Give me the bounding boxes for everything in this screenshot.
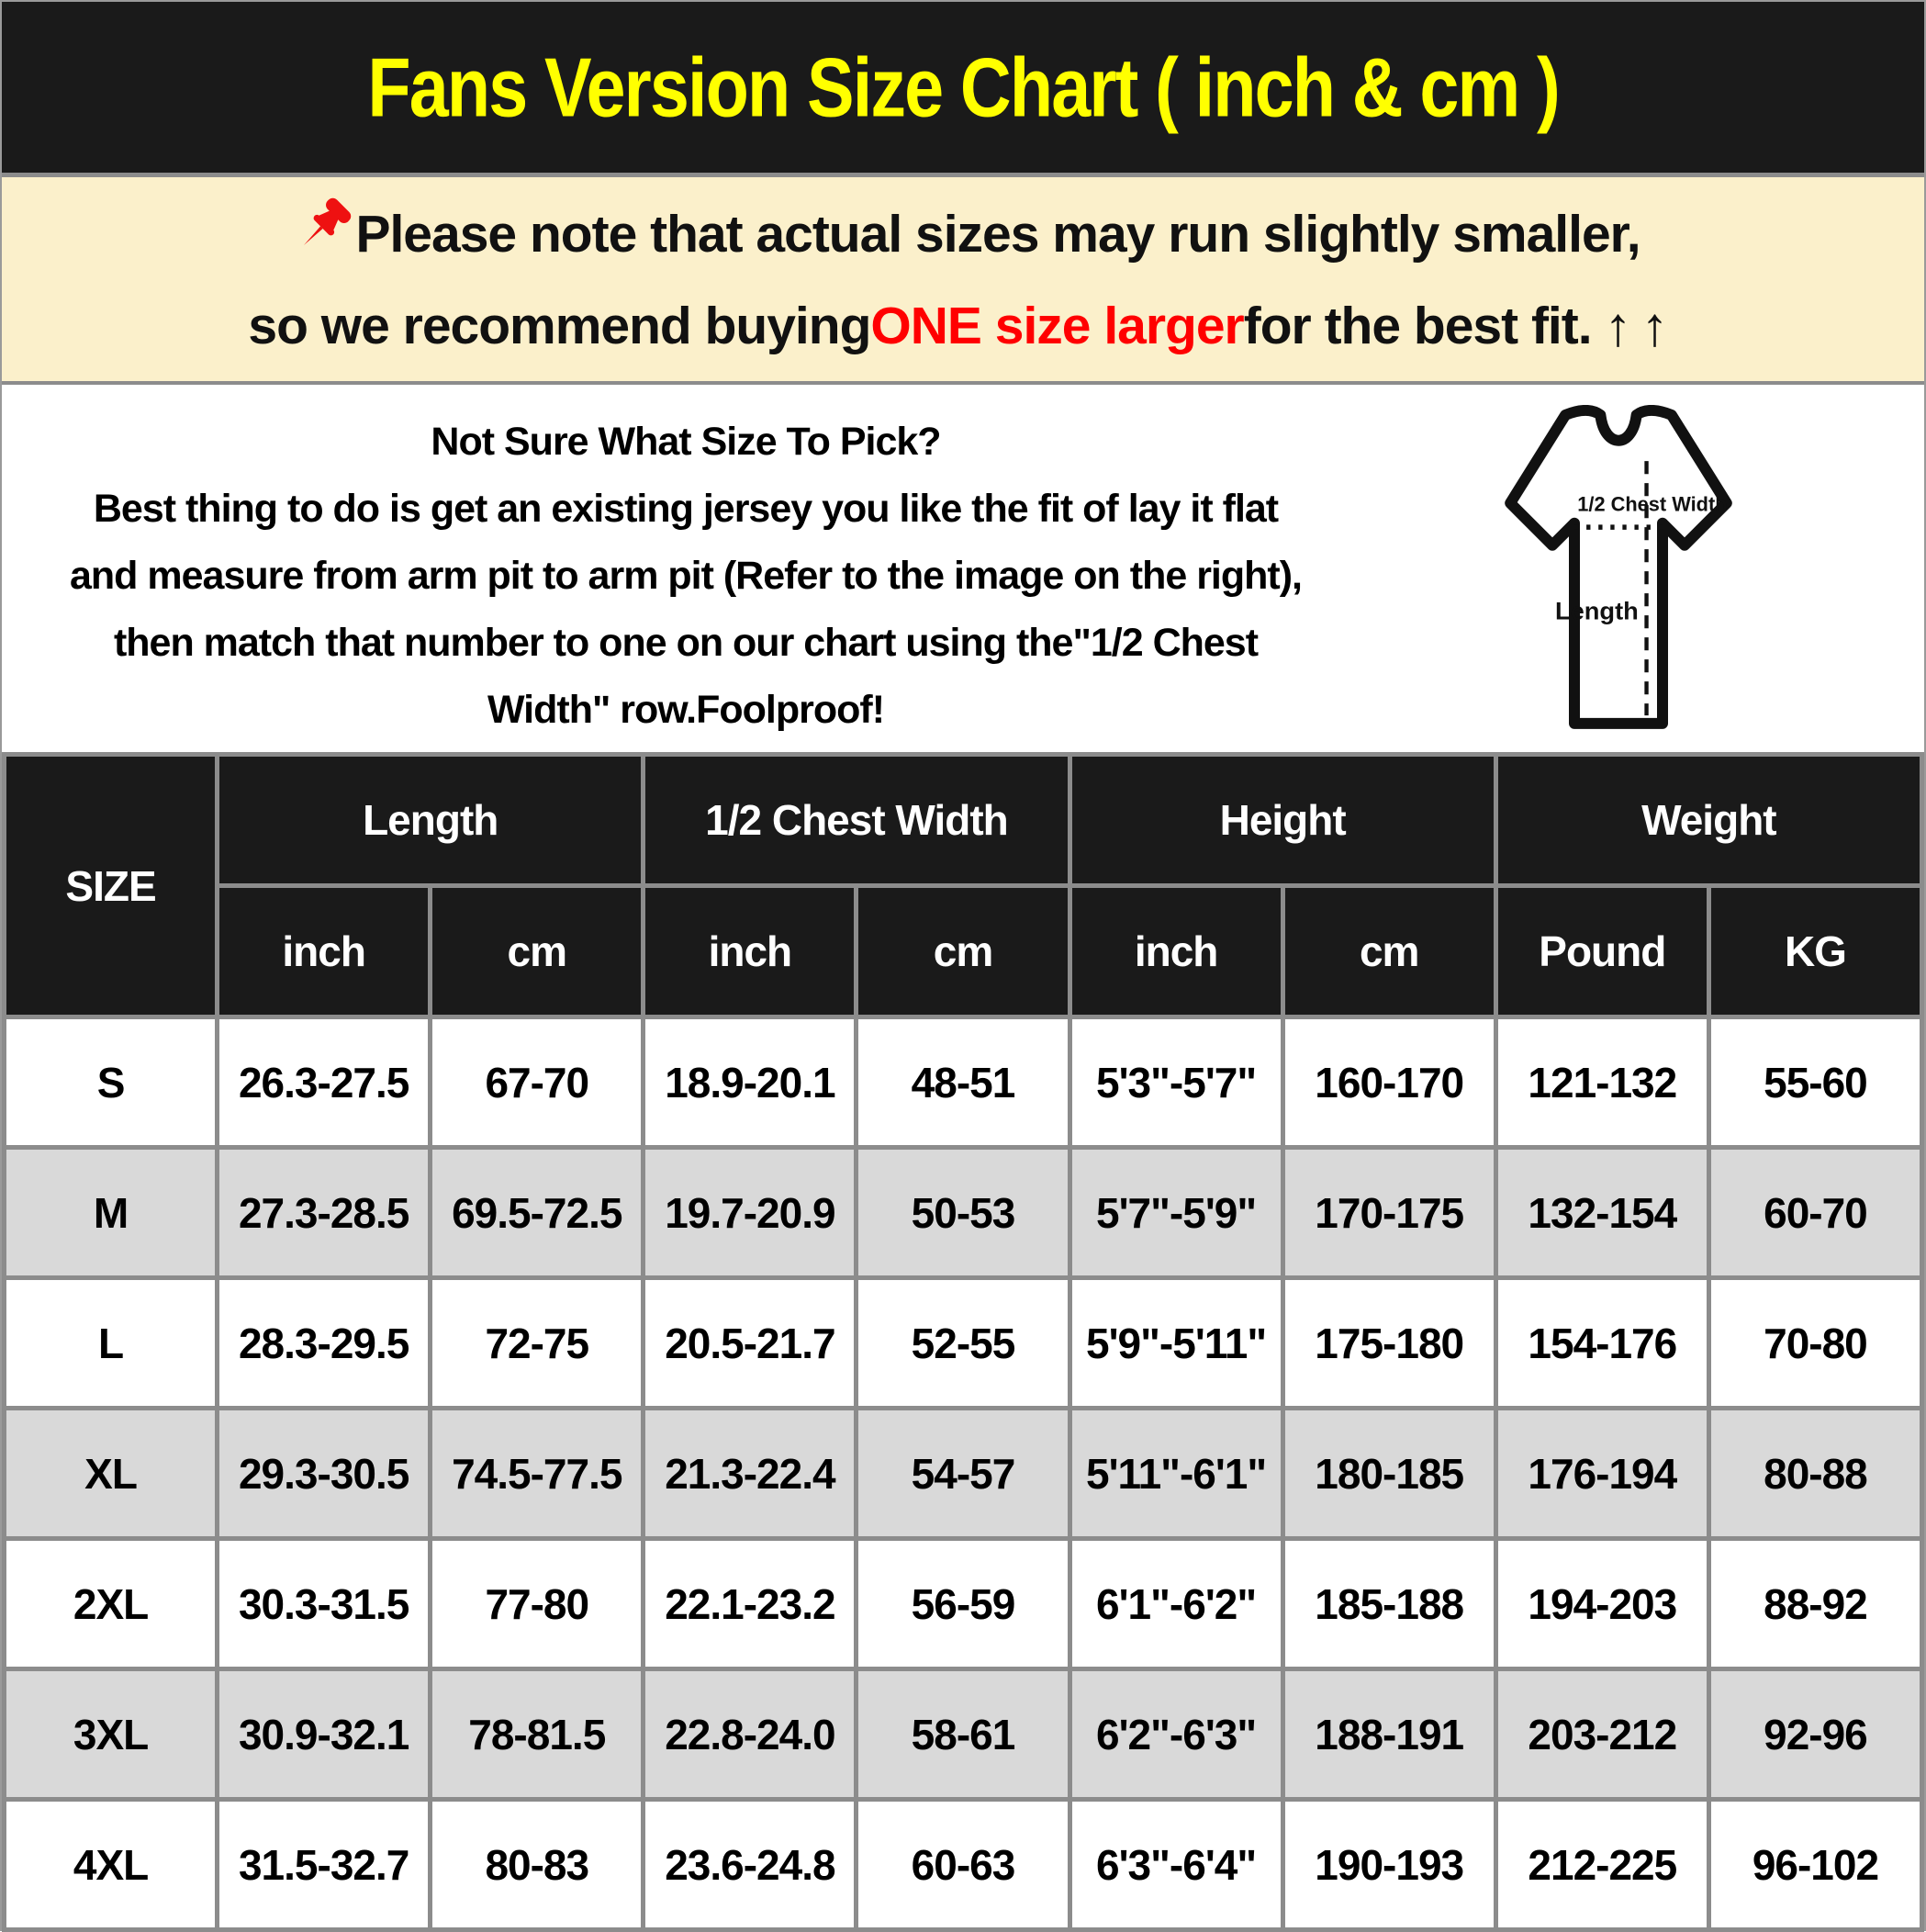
table-row-s [5, 1017, 1922, 1148]
measurement-cell: 19.7-20.9 [644, 1148, 857, 1278]
measurement-cell: 6'3"-6'4" [1069, 1800, 1282, 1930]
measurement-cell: 80-83 [431, 1800, 644, 1930]
measurement-cell: 185-188 [1282, 1539, 1495, 1669]
size-cell: 4XL [5, 1800, 218, 1930]
measurement-cell: 194-203 [1495, 1539, 1708, 1669]
notice-text-2-suffix: for the best fit. [1243, 297, 1592, 355]
measurement-cell: 55-60 [1708, 1017, 1921, 1148]
guide-line-2: Best thing to do is get an existing jersey you like the fit of lay it flat [93, 487, 1279, 531]
table-row-4xl [5, 1800, 1922, 1930]
measurement-cell: 92-96 [1708, 1669, 1921, 1800]
measurement-cell: 121-132 [1495, 1017, 1708, 1148]
measurement-cell: 54-57 [857, 1409, 1069, 1539]
col-header-size: SIZE [5, 755, 218, 1017]
measurement-cell: 175-180 [1282, 1278, 1495, 1409]
measurement-cell: 22.1-23.2 [644, 1539, 857, 1669]
header-unit-row [5, 886, 1922, 1017]
col-subheader-length-inch: inch [218, 886, 431, 1017]
size-table-header [5, 755, 1922, 1017]
measurement-cell: 80-88 [1708, 1409, 1921, 1539]
measurement-cell: 67-70 [431, 1017, 644, 1148]
measurement-cell: 27.3-28.5 [218, 1148, 431, 1278]
measurement-cell: 78-81.5 [431, 1669, 644, 1800]
measurement-cell: 212-225 [1495, 1800, 1708, 1930]
measurement-cell: 88-92 [1708, 1539, 1921, 1669]
size-cell: M [5, 1148, 218, 1278]
col-group-weight: Weight [1495, 755, 1921, 886]
col-subheader-height-cm: cm [1282, 886, 1495, 1017]
size-table [2, 752, 1924, 1932]
measurement-cell: 22.8-24.0 [644, 1669, 857, 1800]
guide-line-3: and measure from arm pit to arm pit (Refer to the image on the right), [69, 554, 1302, 598]
measurement-cell: 50-53 [857, 1148, 1069, 1278]
measurement-cell: 132-154 [1495, 1148, 1708, 1278]
up-arrows-icon: ↑↑ [1604, 295, 1678, 357]
col-group-height: Height [1069, 755, 1495, 886]
tshirt-outline [1510, 410, 1727, 724]
measurement-cell: 160-170 [1282, 1017, 1495, 1148]
measurement-cell: 6'1"-6'2" [1069, 1539, 1282, 1669]
measurement-cell: 176-194 [1495, 1409, 1708, 1539]
guide-text [2, 409, 1370, 744]
measurement-cell: 190-193 [1282, 1800, 1495, 1930]
measurement-cell: 5'7"-5'9" [1069, 1148, 1282, 1278]
size-cell: L [5, 1278, 218, 1409]
measurement-cell: 20.5-21.7 [644, 1278, 857, 1409]
size-cell: XL [5, 1409, 218, 1539]
guide-line-4: then match that number to one on our chart using the"1/2 Chest [113, 621, 1259, 665]
measurement-cell: 188-191 [1282, 1669, 1495, 1800]
measurement-cell: 48-51 [857, 1017, 1069, 1148]
measurement-cell: 6'2"-6'3" [1069, 1669, 1282, 1800]
measurement-cell: 77-80 [431, 1539, 644, 1669]
length-label: Length [1554, 596, 1639, 625]
col-group-chest-width: 1/2 Chest Width [644, 755, 1069, 886]
table-row-xl [5, 1409, 1922, 1539]
table-row-l [5, 1278, 1922, 1409]
notice-banner [2, 177, 1924, 385]
col-subheader-chest-inch: inch [644, 886, 857, 1017]
measurement-cell: 72-75 [431, 1278, 644, 1409]
col-subheader-height-inch: inch [1069, 886, 1282, 1017]
measurement-cell: 29.3-30.5 [218, 1409, 431, 1539]
measurement-cell: 31.5-32.7 [218, 1800, 431, 1930]
measurement-cell: 154-176 [1495, 1278, 1708, 1409]
notice-text-1: Please note that actual sizes may run slightly smaller, [355, 204, 1640, 264]
chest-width-label: 1/2 Chest Width [1577, 492, 1728, 516]
col-subheader-weight-kg: KG [1708, 886, 1921, 1017]
measurement-cell: 170-175 [1282, 1148, 1495, 1278]
measurement-cell: 26.3-27.5 [218, 1017, 431, 1148]
header-group-row [5, 755, 1922, 886]
measurement-cell: 18.9-20.1 [644, 1017, 857, 1148]
measurement-cell: 60-70 [1708, 1148, 1921, 1278]
measurement-cell: 5'9"-5'11" [1069, 1278, 1282, 1409]
col-group-length: Length [218, 755, 644, 886]
guide-heading: Not Sure What Size To Pick? [431, 420, 941, 464]
notice-highlight: ONE size larger [870, 297, 1244, 355]
col-subheader-length-cm: cm [431, 886, 644, 1017]
measurement-cell: 5'11"-6'1" [1069, 1409, 1282, 1539]
measurement-cell: 30.3-31.5 [218, 1539, 431, 1669]
measurement-cell: 69.5-72.5 [431, 1148, 644, 1278]
measurement-cell: 58-61 [857, 1669, 1069, 1800]
measurement-cell: 180-185 [1282, 1409, 1495, 1539]
col-subheader-weight-pound: Pound [1495, 886, 1708, 1017]
notice-text-2-prefix: so we recommend buying [248, 297, 871, 355]
measurement-cell: 21.3-22.4 [644, 1409, 857, 1539]
table-row-2xl [5, 1539, 1922, 1669]
measurement-cell: 30.9-32.1 [218, 1669, 431, 1800]
table-row-3xl [5, 1669, 1922, 1800]
size-cell: S [5, 1017, 218, 1148]
size-guide-section [2, 385, 1924, 752]
page-title: Fans Version Size Chart ( inch & cm ) [367, 39, 1559, 134]
measurement-cell: 74.5-77.5 [431, 1409, 644, 1539]
size-cell: 3XL [5, 1669, 218, 1800]
measurement-cell: 96-102 [1708, 1800, 1921, 1930]
table-row-m [5, 1148, 1922, 1278]
title-band [2, 2, 1924, 177]
measurement-cell: 56-59 [857, 1539, 1069, 1669]
measurement-cell: 52-55 [857, 1278, 1069, 1409]
measurement-cell: 70-80 [1708, 1278, 1921, 1409]
measurement-cell: 5'3"-5'7" [1069, 1017, 1282, 1148]
measurement-cell: 28.3-29.5 [218, 1278, 431, 1409]
notice-line-1 [286, 201, 1640, 267]
tshirt-diagram [1467, 405, 1770, 740]
guide-line-5: Width" row.Foolproof! [487, 688, 885, 732]
size-table-body [5, 1017, 1922, 1930]
measurement-cell: 60-63 [857, 1800, 1069, 1930]
measurement-cell: 203-212 [1495, 1669, 1708, 1800]
measurement-cell: 23.6-24.8 [644, 1800, 857, 1930]
pushpin-icon [286, 197, 352, 264]
notice-line-2 [248, 295, 1677, 358]
col-subheader-chest-cm: cm [857, 886, 1069, 1017]
size-cell: 2XL [5, 1539, 218, 1669]
